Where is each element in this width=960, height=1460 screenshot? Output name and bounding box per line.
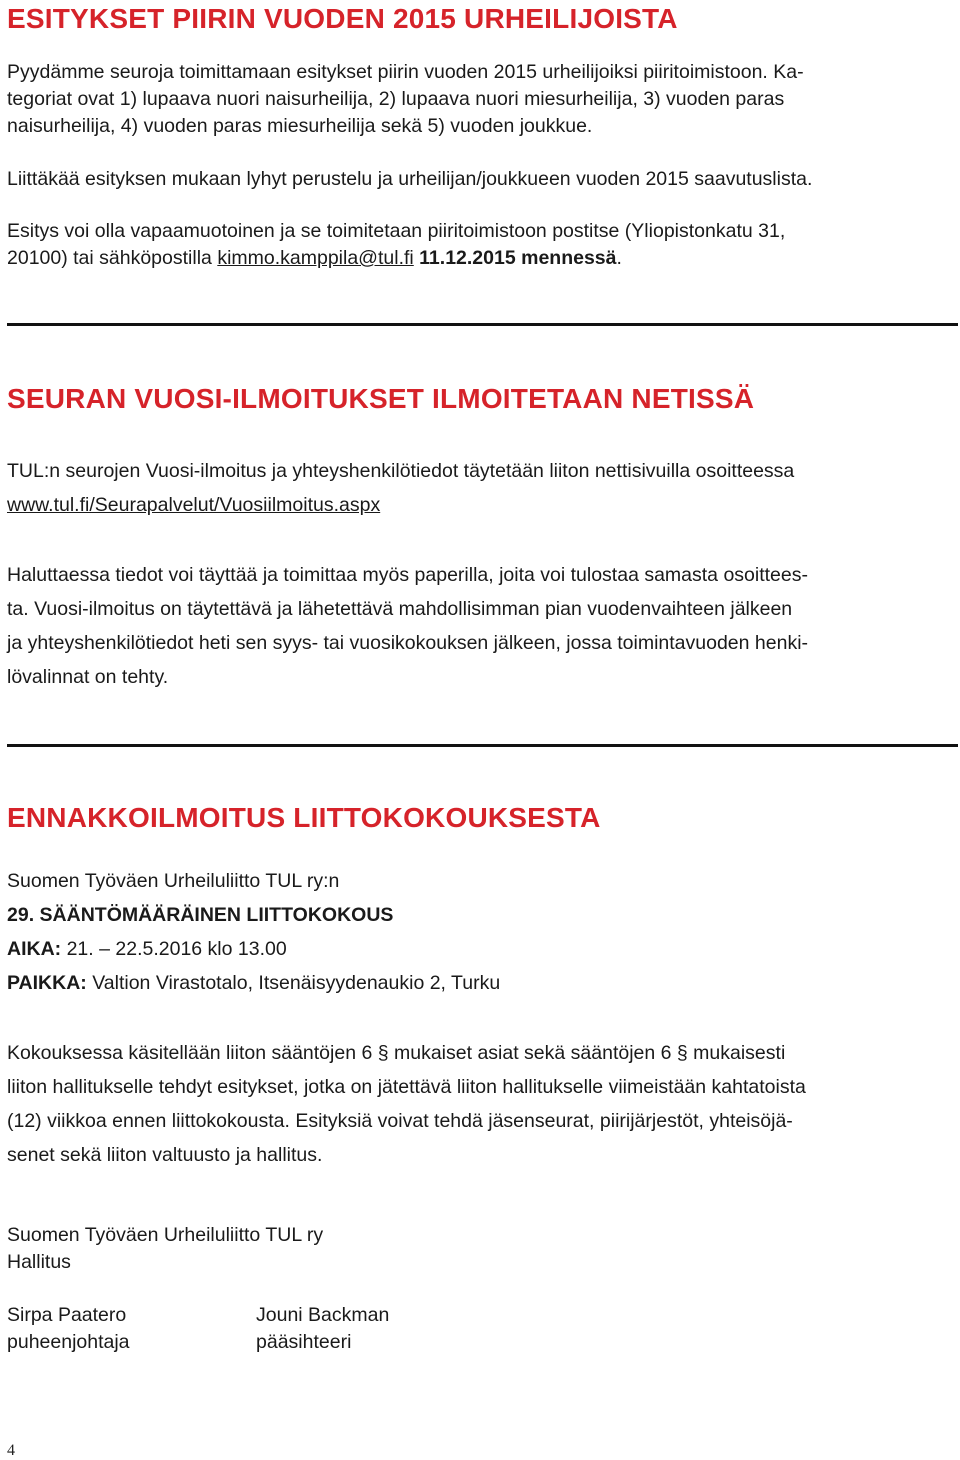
text-line (7, 245, 955, 272)
signer-2 (256, 1302, 556, 1356)
meeting-title: 29. SÄÄNTÖMÄÄRÄINEN LIITTOKOKOUS (7, 904, 394, 926)
text-line: lövalinnat on tehty. (7, 666, 169, 688)
paragraph-request (7, 59, 955, 140)
deadline-text: 11.12.2015 mennessä (413, 247, 617, 269)
place-label: PAIKKA: (7, 972, 87, 994)
email-link[interactable]: kimmo.kamppila@tul.fi (217, 247, 414, 269)
text-line: Haluttaessa tiedot voi täyttää ja toimittaa myös paperilla, joita voi tulostaa samasta osoittees- (7, 564, 808, 586)
meeting-time (7, 932, 955, 966)
text-line: ta. Vuosi-ilmoitus on täytettävä ja lähetettävä mahdollisimman pian vuodenvaihteen jälkeen (7, 598, 793, 620)
section-divider (7, 323, 958, 326)
paragraph-attachments (7, 166, 955, 193)
text-line: tegoriat ovat 1) lupaava nuori naisurheilija, 2) lupaava nuori miesurheilija, 3) vuoden paras (7, 88, 785, 110)
section-urheilijat (7, 3, 955, 35)
signer-role: puheenjohtaja (7, 1331, 130, 1353)
paragraph-submission (7, 218, 955, 272)
paragraph-agenda (7, 1036, 955, 1172)
place-value: Valtion Virastotalo, Itsenäisyydenaukio 2, Turku (86, 972, 501, 994)
signature-body: Hallitus (7, 1251, 71, 1273)
vuosiilmoitus-link[interactable]: www.tul.fi/Seurapalvelut/Vuosiilmoitus.aspx (7, 494, 381, 516)
paragraph-paper (7, 558, 955, 694)
organization-name: Suomen Työväen Urheiluliitto TUL ry:n (7, 870, 340, 892)
signer-name: Sirpa Paatero (7, 1304, 127, 1326)
time-label: AIKA: (7, 938, 62, 960)
signer-name: Jouni Backman (256, 1304, 390, 1326)
signer-role: pääsihteeri (256, 1331, 352, 1353)
section-vuosi-ilmoitukset (7, 383, 955, 415)
section-title-urheilijat: ESITYKSET PIIRIN VUODEN 2015 URHEILIJOISTA (7, 3, 678, 34)
text-segment: 20100) tai sähköpostilla (7, 247, 218, 269)
time-value: 21. – 22.5.2016 klo 13.00 (61, 938, 287, 960)
meeting-details (7, 864, 955, 1000)
page-number: 4 (7, 1442, 15, 1459)
paragraph-online (7, 454, 955, 522)
text-line: Esitys voi olla vapaamuotoinen ja se toimitetaan piiritoimistoon postitse (Yliopistonkatu 31, (7, 220, 786, 242)
section-title-liittokokous: ENNAKKOILMOITUS LIITTOKOKOUKSESTA (7, 802, 601, 833)
text-line: Liittäkää esityksen mukaan lyhyt perustelu ja urheilijan/joukkueen vuoden 2015 saavutuslista. (7, 168, 813, 190)
text-line: naisurheilija, 4) vuoden paras miesurheilija sekä 5) vuoden joukkue. (7, 115, 593, 137)
section-liittokokous (7, 802, 955, 834)
meeting-place (7, 966, 955, 1000)
signer-1 (7, 1302, 247, 1356)
text-line: TUL:n seurojen Vuosi-ilmoitus ja yhteyshenkilötiedot täytetään liiton nettisivuilla osoitteessa (7, 460, 795, 482)
text-line: liiton hallitukselle tehdyt esitykset, jotka on jätettävä liiton hallitukselle viimeistään kahtatoista (7, 1076, 806, 1098)
signature-organization (7, 1222, 955, 1276)
text-line: (12) viikkoa ennen liittokokousta. Esityksiä voivat tehdä jäsenseurat, piirijärjestöt, yhteisöjä- (7, 1110, 793, 1132)
text-segment: . (616, 247, 622, 269)
text-line: Kokouksessa käsitellään liiton sääntöjen 6 § mukaiset asiat sekä sääntöjen 6 § mukaisesti (7, 1042, 786, 1064)
section-divider (7, 744, 958, 747)
text-line: senet sekä liiton valtuusto ja hallitus. (7, 1144, 323, 1166)
text-line: ja yhteyshenkilötiedot heti sen syys- tai vuosikokouksen jälkeen, jossa toimintavuoden henki- (7, 632, 809, 654)
text-line: Pyydämme seuroja toimittamaan esitykset piirin vuoden 2015 urheilijoiksi piiritoimistoon. Ka- (7, 61, 804, 83)
signature-org-name: Suomen Työväen Urheiluliitto TUL ry (7, 1224, 324, 1246)
section-title-vuosi-ilmoitukset: SEURAN VUOSI-ILMOITUKSET ILMOITETAAN NETISSÄ (7, 383, 755, 414)
